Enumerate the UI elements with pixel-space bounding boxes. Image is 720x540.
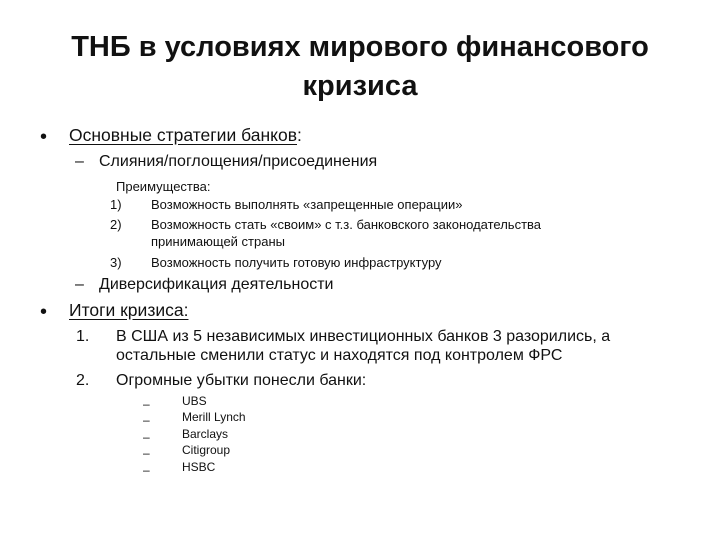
advantage-3-number: 3) <box>110 255 122 270</box>
sub-1-dash: – <box>75 153 84 170</box>
advantage-3-text: Возможность получить готовую инфраструктуру <box>151 255 442 270</box>
advantage-2-number: 2) <box>110 217 122 232</box>
bank-2-dash: – <box>143 413 150 427</box>
bank-2-name: Merill Lynch <box>182 410 246 424</box>
result-2-text: Огромные убытки понесли банки: <box>116 372 367 389</box>
advantage-2-text-cont: принимающей страны <box>151 234 285 249</box>
sub-2-text: Диверсификация деятельности <box>99 276 334 293</box>
bank-4-name: Citigroup <box>182 443 231 457</box>
slide-title <box>40 28 680 106</box>
result-2-number: 2. <box>76 372 90 389</box>
result-1-line-2: остальные сменили статус и находятся под контролем ФРС <box>116 347 563 364</box>
bank-3-name: Barclays <box>182 427 229 441</box>
bank-1-dash: – <box>143 397 150 411</box>
section-1-heading <box>69 125 302 146</box>
sub-1-text: Слияния/поглощения/присоединения <box>99 153 378 170</box>
advantage-1-number: 1) <box>110 197 122 212</box>
advantage-2-text: Возможность стать «своим» с т.з. банковского законодательства <box>151 217 542 232</box>
advantages-label: Преимущества: <box>116 179 211 194</box>
bank-4-dash: – <box>143 446 150 460</box>
advantage-1-text: Возможность выполнять «запрещенные операции» <box>151 197 463 212</box>
bullet-section-1: • <box>40 126 48 148</box>
bank-5-dash: – <box>143 463 150 477</box>
bank-3-dash: – <box>143 430 150 444</box>
sub-2-dash: – <box>75 276 84 293</box>
bank-5-name: HSBC <box>182 460 216 474</box>
title-line-1: ТНБ в условиях мирового финансового <box>71 31 649 63</box>
result-1-line-1: В США из 5 независимых инвестиционных банков 3 разорились, а <box>116 328 611 345</box>
result-1-number: 1. <box>76 328 90 345</box>
section-1-heading-text: Основные стратегии банков <box>69 125 297 145</box>
section-1-heading-colon: : <box>297 125 302 145</box>
title-line-2: кризиса <box>302 70 418 102</box>
section-2-heading: Итоги кризиса: <box>69 300 189 320</box>
bullet-section-2: • <box>40 301 48 323</box>
bank-1-name: UBS <box>182 394 207 408</box>
